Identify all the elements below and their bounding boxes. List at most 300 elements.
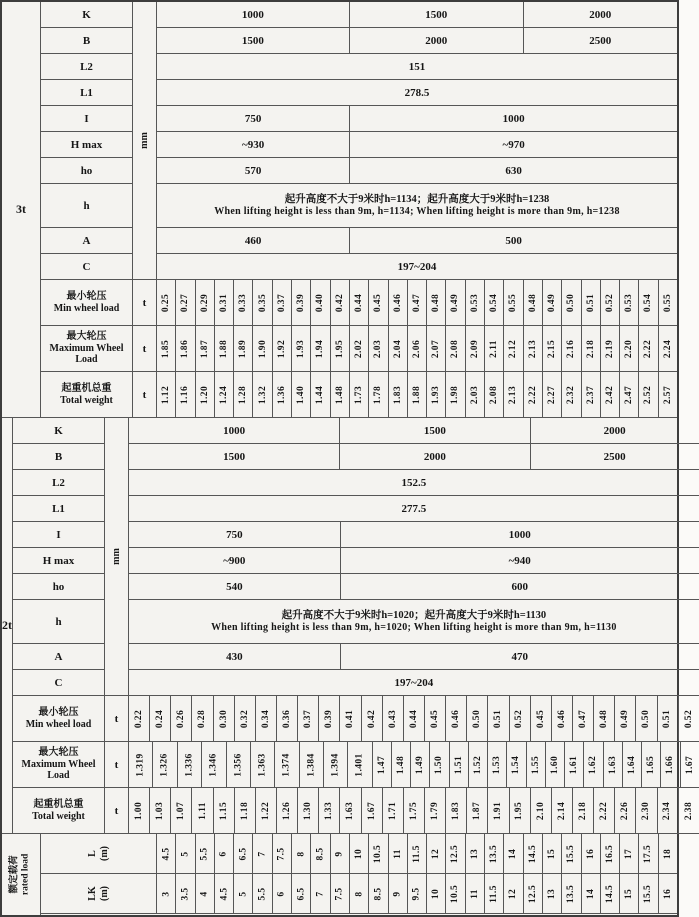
value-cell: 1500 <box>340 418 530 443</box>
value-cell: 1.88 <box>408 372 427 418</box>
lifting-height-note-en: When lifting height is less than 9m, h=1134; When lifting height is more than 9m, h=1238 <box>214 205 620 217</box>
value-cell: 0.43 <box>383 696 404 742</box>
value-cell: 12 <box>427 834 446 874</box>
unit-t-cell: t <box>105 696 129 742</box>
min-wheel-load-values-2t <box>129 696 699 742</box>
value-cell: 1.94 <box>311 326 330 372</box>
value-cell: 1.55 <box>527 742 546 788</box>
dim-label-B: B <box>13 444 105 470</box>
value-cell: 1.49 <box>411 742 430 788</box>
value-cell: 17 <box>620 834 639 874</box>
row-L2-values <box>157 54 677 80</box>
value-cell: 0.45 <box>369 280 388 326</box>
value-cell: 0.42 <box>331 280 350 326</box>
span-LK-label-text <box>87 886 110 901</box>
value-cell: 10.5 <box>446 874 465 914</box>
rated-load-zh: 额定载荷 <box>9 855 20 894</box>
label-LK: LK <box>87 886 98 901</box>
value-cell: 2.14 <box>552 788 573 834</box>
dim-label-column-2t <box>13 418 105 696</box>
value-cell: 13.5 <box>485 834 504 874</box>
value-cell: 2.18 <box>582 326 601 372</box>
value-cell: 1.93 <box>292 326 311 372</box>
value-cell: 0.41 <box>340 696 361 742</box>
value-cell: 8.5 <box>369 874 388 914</box>
value-cell: 1.30 <box>298 788 319 834</box>
value-cell: 1500 <box>129 444 340 469</box>
label-zh: 最大轮压 <box>38 746 79 758</box>
unit-t-cell: t <box>133 372 157 418</box>
value-cell: 2.57 <box>659 372 677 418</box>
row-ho-values <box>129 574 699 600</box>
value-cell: 1.71 <box>383 788 404 834</box>
value-cell: 0.48 <box>524 280 543 326</box>
dim-label-ho: ho <box>13 574 105 600</box>
value-cell: 630 <box>505 164 522 177</box>
value-cell: 1.89 <box>234 326 253 372</box>
value-cell: 540 <box>129 574 341 599</box>
value-cell: 10.5 <box>369 834 388 874</box>
value-cell: 2.11 <box>485 326 504 372</box>
value-cell: 0.49 <box>543 280 562 326</box>
value-cell: 1.47 <box>373 742 392 788</box>
span-row-LK <box>41 874 677 914</box>
total-weight-values-3t <box>157 372 677 418</box>
value-cell: 1.326 <box>153 742 177 788</box>
value-cell: 1.63 <box>604 742 623 788</box>
value-cell: 1.48 <box>392 742 411 788</box>
dim-data-column-3t <box>157 2 677 280</box>
max-wheel-load-label <box>41 326 133 372</box>
row-K-values <box>157 2 677 28</box>
row-ho-values <box>157 158 677 184</box>
value-cell: 1000 <box>508 528 531 541</box>
value-cell: 13.5 <box>562 874 581 914</box>
min-wheel-load-row-3t <box>41 280 677 326</box>
value-cell: 1.22 <box>256 788 277 834</box>
value-cell: 1.66 <box>661 742 680 788</box>
min-wheel-load-label <box>13 696 105 742</box>
label-L: L <box>87 850 98 857</box>
value-cell: 0.40 <box>311 280 330 326</box>
dimension-rows-3t <box>41 2 677 280</box>
value-cell: 1.63 <box>340 788 361 834</box>
value-cell: 1.52 <box>469 742 488 788</box>
section-2t-rows <box>13 418 699 834</box>
value-cell: 2.34 <box>658 788 679 834</box>
value-cell: 1.78 <box>369 372 388 418</box>
label-en: Min wheel load <box>25 718 92 730</box>
value-cell: 15.5 <box>639 874 658 914</box>
value-cell: 0.39 <box>319 696 340 742</box>
value-cell: 14.5 <box>524 834 543 874</box>
value-cell: 1.36 <box>273 372 292 418</box>
value-cell: 3 <box>157 874 176 914</box>
value-cell: 1.95 <box>331 326 350 372</box>
value-cell: 1.75 <box>404 788 425 834</box>
value-cell: 9 <box>331 834 350 874</box>
value-cell: 0.42 <box>362 696 383 742</box>
value-cell: 1.346 <box>202 742 226 788</box>
value-cell: 2.18 <box>573 788 594 834</box>
row-L1-values <box>157 80 677 106</box>
value-cell: 1.15 <box>214 788 235 834</box>
dim-label-K: K <box>41 2 133 28</box>
value-cell: 1500 <box>350 2 524 27</box>
value-cell: 8 <box>350 874 369 914</box>
value-cell: 5 <box>234 874 253 914</box>
section-2t <box>2 418 695 834</box>
value-cell: 1000 <box>157 2 350 27</box>
value-cell: 4.5 <box>215 874 234 914</box>
value-cell: 14.5 <box>601 874 620 914</box>
dim-data-column-2t <box>129 418 699 696</box>
min-wheel-load-row-2t <box>13 696 699 742</box>
max-wheel-load-row-2t <box>13 742 699 788</box>
unit-t-cell: t <box>133 280 157 326</box>
total-weight-label <box>41 372 133 418</box>
value-cell: 9.5 <box>408 874 427 914</box>
value-cell: 1.07 <box>171 788 192 834</box>
value-cell: 11 <box>466 874 485 914</box>
max-wheel-load-label <box>13 742 105 788</box>
value-cell: 3.5 <box>176 874 195 914</box>
value-cell: 1.24 <box>215 372 234 418</box>
value-cell: 5 <box>176 834 195 874</box>
dim-label-K: K <box>13 418 105 444</box>
lifting-height-note-zh: 起升高度不大于9米时h=1134；起升高度大于9米时h=1238 <box>284 193 550 205</box>
value-cell: 18 <box>659 834 677 874</box>
value-cell: 0.52 <box>510 696 531 742</box>
value-cell: 0.52 <box>601 280 620 326</box>
total-weight-values-2t <box>129 788 699 834</box>
row-A-values <box>129 644 699 670</box>
value-cell: 13 <box>543 874 562 914</box>
dim-label-I: I <box>41 106 133 132</box>
value-cell: 0.47 <box>573 696 594 742</box>
lifting-height-note <box>129 600 699 643</box>
max-wheel-load-values-3t <box>157 326 677 372</box>
label-en: Total weight <box>32 810 85 822</box>
value-cell: 0.39 <box>292 280 311 326</box>
max-wheel-load-row-3t <box>41 326 677 372</box>
value-cell: 750 <box>157 106 350 131</box>
value-cell: 1.91 <box>488 788 509 834</box>
value-cell: 12 <box>504 874 523 914</box>
value-cell: 1.356 <box>227 742 251 788</box>
row-h-note <box>129 600 699 644</box>
label-zh: 起重机总重 <box>61 382 112 394</box>
unit-m: (m) <box>98 886 110 901</box>
value-cell: 1.363 <box>251 742 275 788</box>
value-cell: 2500 <box>589 34 612 47</box>
rated-load-en: rated load <box>21 853 31 896</box>
lifting-height-note-zh: 起升高度不大于9米时h=1020；起升高度大于9米时h=1130 <box>281 609 547 621</box>
row-B-values <box>157 28 677 54</box>
value-cell: 2.47 <box>620 372 639 418</box>
value-cell: 0.22 <box>129 696 150 742</box>
value-cell: 7 <box>311 874 330 914</box>
span-row-L <box>41 834 677 874</box>
value-cell: 2.10 <box>531 788 552 834</box>
value-cell: 2.30 <box>636 788 657 834</box>
value-cell: 6 <box>273 874 292 914</box>
value-cell: 0.50 <box>636 696 657 742</box>
value-cell: 6.5 <box>292 874 311 914</box>
value-cell: 1.384 <box>300 742 324 788</box>
value-cell: 1.93 <box>427 372 446 418</box>
value-cell: 5.5 <box>253 874 272 914</box>
value-cell: ~970 <box>502 138 525 151</box>
value-cell: 2.24 <box>659 326 677 372</box>
value-cell: 0.53 <box>466 280 485 326</box>
value-cell: 1.87 <box>467 788 488 834</box>
row-Hmax-values <box>157 132 677 158</box>
value-cell: 1.50 <box>430 742 449 788</box>
row-B-values <box>129 444 699 470</box>
value-cell: 4 <box>196 874 215 914</box>
value-cell: 0.52 <box>679 696 699 742</box>
value-cell: 1500 <box>157 28 350 53</box>
value-cell: 16.5 <box>601 834 620 874</box>
value-cell: 2.42 <box>601 372 620 418</box>
value-cell: 2.13 <box>504 372 523 418</box>
value-cell: 0.37 <box>298 696 319 742</box>
value-cell: 1000 <box>502 112 525 125</box>
value-cell: 1.88 <box>215 326 234 372</box>
value-cell: 10 <box>350 834 369 874</box>
row-C-values <box>129 670 699 696</box>
value-cell: 11.5 <box>408 834 427 874</box>
value-cell: 2.22 <box>594 788 615 834</box>
value-cell: 1.67 <box>362 788 383 834</box>
value-cell: 5.5 <box>196 834 215 874</box>
dim-label-L2: L2 <box>13 470 105 496</box>
value-cell: ~900 <box>129 548 341 573</box>
rated-load-header <box>2 834 41 915</box>
value-cell: 2000 <box>589 8 612 21</box>
value-cell: 1.53 <box>488 742 507 788</box>
value-cell: 1.86 <box>176 326 195 372</box>
value-cell: 0.50 <box>467 696 488 742</box>
value-cell: 1.83 <box>389 372 408 418</box>
row-I-values <box>157 106 677 132</box>
value-cell: 1.28 <box>234 372 253 418</box>
value-cell: 197~204 <box>394 676 434 689</box>
value-cell: 0.45 <box>531 696 552 742</box>
value-cell: 0.48 <box>594 696 615 742</box>
value-cell: 1.44 <box>311 372 330 418</box>
value-cell: 197~204 <box>397 260 437 273</box>
value-cell: 0.29 <box>196 280 215 326</box>
label-en: Maximum Wheel Load <box>49 342 124 366</box>
value-cell: 2.04 <box>389 326 408 372</box>
value-cell: 0.26 <box>171 696 192 742</box>
value-cell: 12.5 <box>524 874 543 914</box>
value-cell: 1.32 <box>253 372 272 418</box>
span-L-label <box>41 834 157 874</box>
value-cell: 1.00 <box>129 788 150 834</box>
value-cell: 152.5 <box>401 476 427 489</box>
value-cell: 10 <box>427 874 446 914</box>
value-cell: 2.08 <box>485 372 504 418</box>
label-en: Min wheel load <box>53 302 120 314</box>
value-cell: 0.30 <box>214 696 235 742</box>
value-cell: 12.5 <box>446 834 465 874</box>
value-cell: 1.90 <box>253 326 272 372</box>
value-cell: 1.67 <box>681 742 699 788</box>
max-wheel-load-values-2t <box>129 742 699 788</box>
lifting-height-note-en: When lifting height is less than 9m, h=1020; When lifting height is more than 9m, h=1130 <box>211 621 617 633</box>
value-cell: 2.12 <box>504 326 523 372</box>
value-cell: 2.13 <box>524 326 543 372</box>
value-cell: 7.5 <box>273 834 292 874</box>
unit-t-cell: t <box>133 326 157 372</box>
value-cell: 0.51 <box>582 280 601 326</box>
row-L2-values <box>129 470 699 496</box>
value-cell: 0.51 <box>488 696 509 742</box>
label-zh: 起重机总重 <box>33 798 84 810</box>
value-cell: 0.32 <box>235 696 256 742</box>
total-weight-row-3t <box>41 372 677 418</box>
value-cell: 1.61 <box>565 742 584 788</box>
dim-label-L2: L2 <box>41 54 133 80</box>
min-wheel-load-values-3t <box>157 280 677 326</box>
row-A-values <box>157 228 677 254</box>
dim-label-L1: L1 <box>13 496 105 522</box>
value-cell: 2000 <box>603 424 626 437</box>
value-cell: 2.26 <box>615 788 636 834</box>
value-cell: 0.24 <box>150 696 171 742</box>
value-cell: 1.16 <box>176 372 195 418</box>
value-cell: 1.83 <box>446 788 467 834</box>
value-cell: 1.79 <box>425 788 446 834</box>
value-cell: 0.55 <box>659 280 677 326</box>
value-cell: 0.27 <box>176 280 195 326</box>
unit-t-cell: t <box>105 788 129 834</box>
value-cell: 151 <box>408 60 426 73</box>
value-cell: 1.92 <box>273 326 292 372</box>
dim-label-I: I <box>13 522 105 548</box>
value-cell: 1.336 <box>178 742 202 788</box>
value-cell: 0.50 <box>562 280 581 326</box>
dim-label-A: A <box>13 644 105 670</box>
row-I-values <box>129 522 699 548</box>
value-cell: 1.64 <box>623 742 642 788</box>
value-cell: 1000 <box>129 418 340 443</box>
value-cell: 13 <box>466 834 485 874</box>
value-cell: 9 <box>389 874 408 914</box>
value-cell: 2.06 <box>408 326 427 372</box>
dim-label-Hmax: H max <box>13 548 105 574</box>
total-weight-label <box>13 788 105 834</box>
value-cell: 0.36 <box>277 696 298 742</box>
value-cell: 2.20 <box>620 326 639 372</box>
unit-mm-cell-2t <box>105 418 129 696</box>
value-cell: 0.35 <box>253 280 272 326</box>
unit-mm-label: mm <box>138 132 150 149</box>
value-cell: 2.32 <box>562 372 581 418</box>
value-cell: 0.46 <box>389 280 408 326</box>
value-cell: 1.51 <box>450 742 469 788</box>
total-weight-row-2t <box>13 788 699 834</box>
value-cell: 7 <box>253 834 272 874</box>
value-cell: 11.5 <box>485 874 504 914</box>
value-cell: 7.5 <box>331 874 350 914</box>
unit-t-cell: t <box>105 742 129 788</box>
label-en: Maximum Wheel Load <box>21 758 96 782</box>
load-rating-2t: 2t <box>2 418 13 834</box>
value-cell: 0.33 <box>234 280 253 326</box>
dim-label-B: B <box>41 28 133 54</box>
value-cell: 2.52 <box>639 372 658 418</box>
section-3t-rows <box>41 2 677 418</box>
value-cell: ~940 <box>508 554 531 567</box>
value-cell: 1.54 <box>507 742 526 788</box>
value-cell: 1.85 <box>157 326 176 372</box>
value-cell: 2.22 <box>639 326 658 372</box>
dim-label-Hmax: H max <box>41 132 133 158</box>
dim-label-ho: ho <box>41 158 133 184</box>
value-cell: 1.40 <box>292 372 311 418</box>
value-cell: 430 <box>129 644 341 669</box>
min-wheel-load-label <box>41 280 133 326</box>
value-cell: 1.401 <box>348 742 372 788</box>
unit-mm-label: mm <box>110 548 122 565</box>
value-cell: 1.26 <box>277 788 298 834</box>
value-cell: 1.33 <box>319 788 340 834</box>
value-cell: 0.51 <box>658 696 679 742</box>
label-zh: 最大轮压 <box>66 330 107 342</box>
value-cell: 1.20 <box>196 372 215 418</box>
value-cell: 1.95 <box>510 788 531 834</box>
label-en: Total weight <box>60 394 113 406</box>
value-cell: 8.5 <box>311 834 330 874</box>
value-cell: 6 <box>215 834 234 874</box>
value-cell: 15 <box>620 874 639 914</box>
value-cell: 470 <box>511 650 528 663</box>
value-cell: 2000 <box>350 28 524 53</box>
value-cell: 16 <box>659 874 677 914</box>
row-L1-values <box>129 496 699 522</box>
value-cell: 570 <box>157 158 350 183</box>
value-cell: 1.87 <box>196 326 215 372</box>
span-rows <box>41 834 677 915</box>
value-cell: 1.62 <box>584 742 603 788</box>
span-L-values <box>157 834 677 874</box>
span-L-label-text <box>87 846 110 861</box>
value-cell: 0.46 <box>446 696 467 742</box>
value-cell: 2.07 <box>427 326 446 372</box>
value-cell: 2.37 <box>582 372 601 418</box>
row-h-note <box>157 184 677 228</box>
value-cell: 2.19 <box>601 326 620 372</box>
value-cell: 0.34 <box>256 696 277 742</box>
value-cell: 8 <box>292 834 311 874</box>
value-cell: 0.54 <box>485 280 504 326</box>
dim-label-A: A <box>41 228 133 254</box>
value-cell: 2.09 <box>466 326 485 372</box>
row-K-values <box>129 418 699 444</box>
value-cell: 0.31 <box>215 280 234 326</box>
row-Hmax-values <box>129 548 699 574</box>
value-cell: 0.25 <box>157 280 176 326</box>
dim-label-column-3t <box>41 2 133 280</box>
value-cell: 2500 <box>603 450 626 463</box>
value-cell: 460 <box>157 228 350 253</box>
dim-label-L1: L1 <box>41 80 133 106</box>
value-cell: 1.60 <box>546 742 565 788</box>
